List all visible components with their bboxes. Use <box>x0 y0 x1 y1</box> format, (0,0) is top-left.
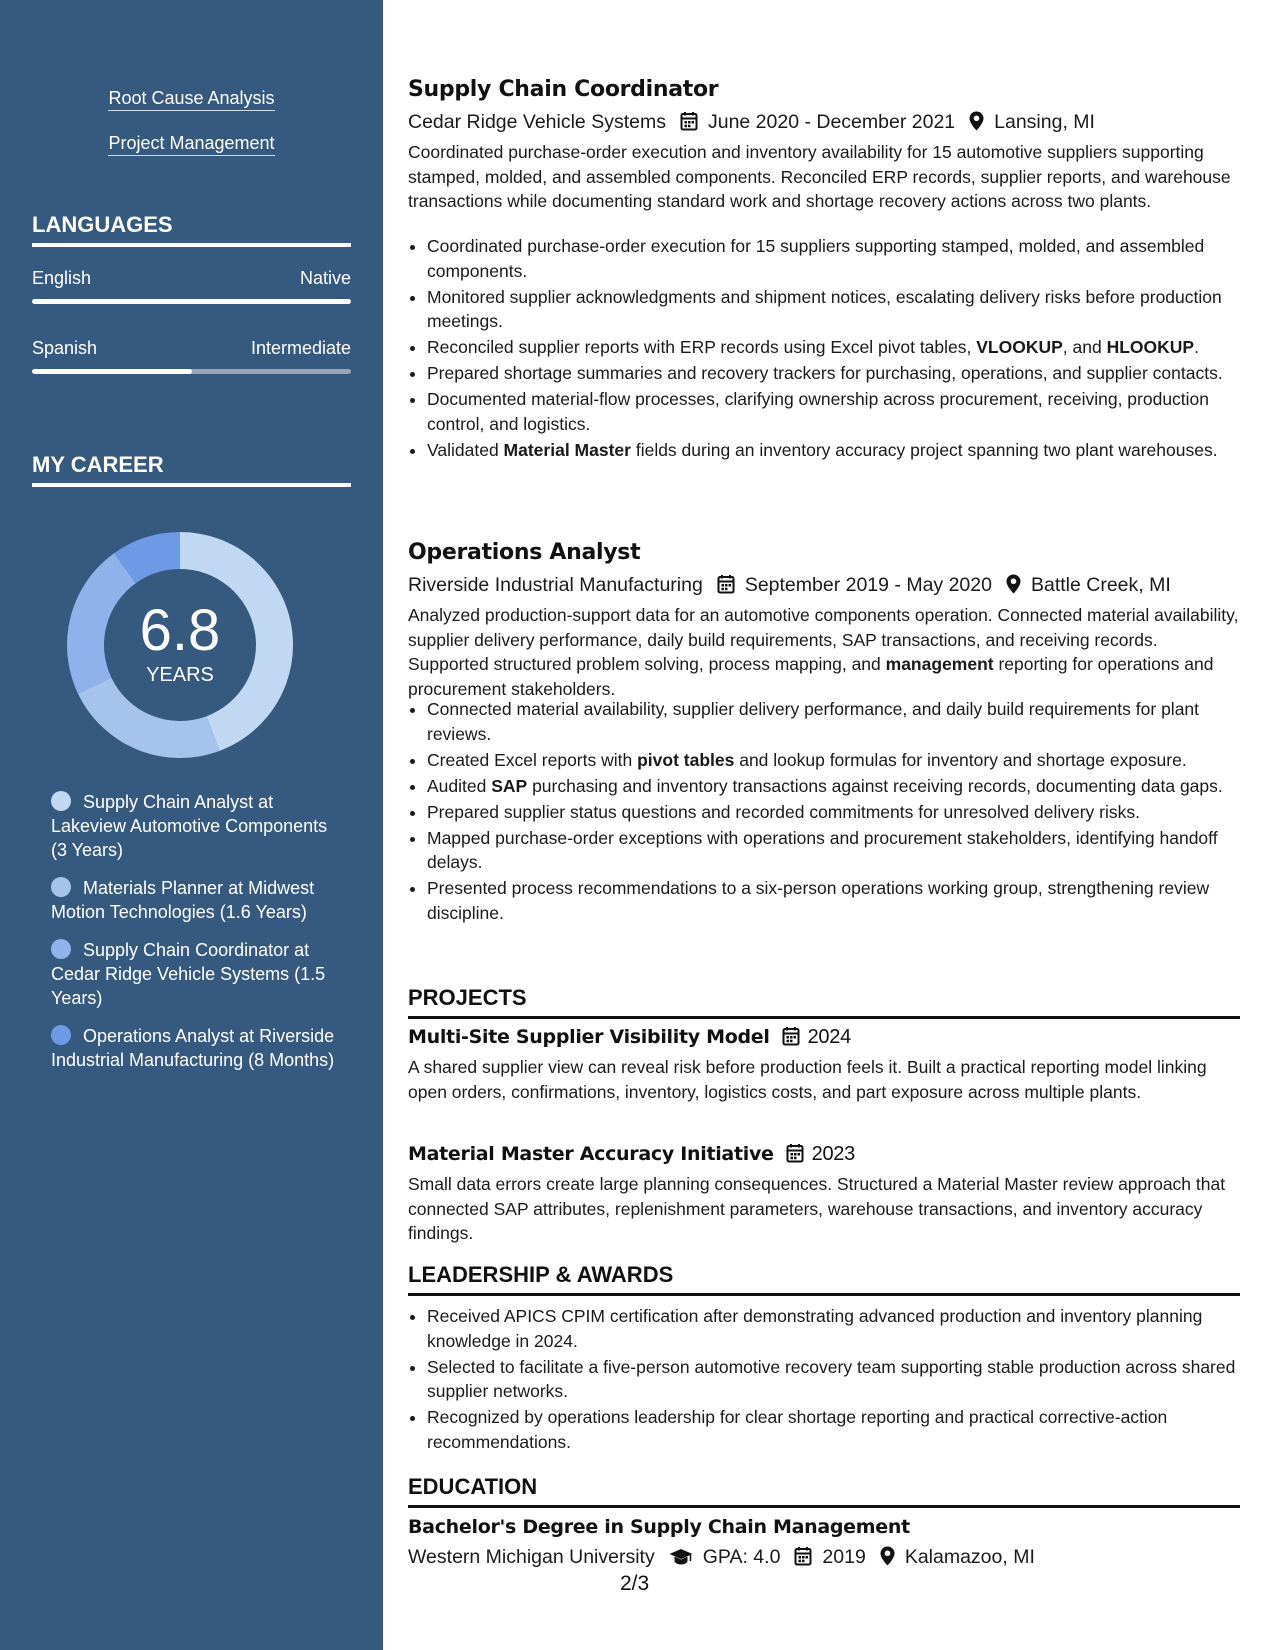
legend-dot-icon <box>51 791 71 811</box>
job-bullets <box>408 234 1259 464</box>
education-year: 2019 <box>822 1546 866 1568</box>
sidebar <box>0 0 383 1650</box>
job-summary: Analyzed production-support data for an automotive components operation. Connected material availability, supplier delivery performance, daily build requirements, SAP transactions, and receiving records. Supported structured problem solving, process mapping, and management reporting for operations and procurement stakeholders. <box>408 605 1239 699</box>
award-item: • Recognized by operations leadership for clear shortage reporting and practical corrective-action recommendations. <box>427 1405 1259 1454</box>
project-title: Material Master Accuracy Initiative <box>408 1143 774 1165</box>
job-bullets <box>408 697 1259 927</box>
map-pin-icon <box>969 111 984 137</box>
job-bullet: • Mapped purchase-order exceptions with operations and procurement stakeholders, identifying handoff delays. <box>427 826 1259 875</box>
job-bullet: • Connected material availability, supplier delivery performance, and daily build requirements for plant reviews. <box>427 697 1259 746</box>
calendar-icon <box>794 1546 812 1572</box>
education-gpa: GPA: 4.0 <box>702 1546 781 1568</box>
language-name: Spanish <box>32 338 98 358</box>
calendar-icon <box>782 1026 800 1051</box>
education-location: Kalamazoo, MI <box>904 1546 1035 1568</box>
job-bullet: • Prepared supplier status questions and recorded commitments for unresolved delivery risks. <box>427 800 1259 825</box>
graduation-cap-icon <box>669 1548 693 1572</box>
career-item-label: Supply Chain Analyst at Lakeview Automotive Components (3 Years) <box>51 792 328 860</box>
map-pin-icon <box>880 1546 895 1572</box>
career-item-label: Materials Planner at Midwest Motion Technologies (1.6 Years) <box>51 878 315 922</box>
job-bullet: • Prepared shortage summaries and recovery trackers for purchasing, operations, and supplier contacts. <box>427 361 1259 386</box>
skill-root-cause-analysis[interactable]: Root Cause Analysis <box>0 88 383 109</box>
project-title-row <box>408 1026 851 1051</box>
awards-list <box>408 1304 1259 1456</box>
project-year: 2023 <box>811 1143 855 1165</box>
job-bullet: • Audited SAP purchasing and inventory transactions against receiving records, documenting data gaps. <box>427 774 1259 799</box>
job-title: Operations Analyst <box>408 540 641 565</box>
career-item <box>51 938 341 1010</box>
language-bar-fill <box>32 369 192 374</box>
project-year: 2024 <box>807 1026 851 1048</box>
career-item <box>51 790 341 862</box>
project-description: Small data errors create large planning consequences. Structured a Material Master review approach that connected SAP attributes, replenishment parameters, warehouse transactions, and inventory accuracy findings. <box>408 1174 1226 1243</box>
project-title: Multi-Site Supplier Visibility Model <box>408 1026 770 1048</box>
language-level: Native <box>299 268 351 288</box>
job-meta <box>408 111 1095 137</box>
award-item: • Received APICS CPIM certification after demonstrating advanced production and inventory planning knowledge in 2024. <box>427 1304 1259 1353</box>
career-total-years: 6.8 <box>139 598 221 663</box>
job-company: Cedar Ridge Vehicle Systems <box>408 111 666 133</box>
legend-dot-icon <box>51 939 71 959</box>
career-item-label: Operations Analyst at Riverside Industrial Manufacturing (8 Months) <box>51 1026 335 1070</box>
calendar-icon <box>680 111 698 137</box>
job-bullet: • Validated Material Master fields during an inventory accuracy project spanning two plant warehouses. <box>427 438 1259 463</box>
job-dates: September 2019 - May 2020 <box>744 574 992 596</box>
career-item <box>51 876 341 924</box>
language-bar-english <box>32 299 351 304</box>
job-meta <box>408 574 1171 600</box>
job-company: Riverside Industrial Manufacturing <box>408 574 703 596</box>
calendar-icon <box>717 574 735 600</box>
career-legend <box>51 790 341 1086</box>
school-name: Western Michigan University <box>408 1546 655 1568</box>
job-title: Supply Chain Coordinator <box>408 77 719 102</box>
legend-dot-icon <box>51 1025 71 1045</box>
career-item <box>51 1024 341 1072</box>
education-meta <box>408 1546 1035 1572</box>
job-bullet: • Coordinated purchase-order execution for 15 suppliers supporting stamped, molded, and assembled components. <box>427 234 1259 283</box>
skill-project-management[interactable]: Project Management <box>0 133 383 154</box>
awards-heading: LEADERSHIP & AWARDS <box>408 1262 1240 1296</box>
projects-heading: PROJECTS <box>408 985 1240 1019</box>
career-years-label: YEARS <box>146 664 214 686</box>
map-pin-icon <box>1006 574 1021 600</box>
job-bullet: • Presented process recommendations to a six-person operations working group, strengthening review discipline. <box>427 876 1259 925</box>
job-location: Battle Creek, MI <box>1030 574 1171 596</box>
language-bar-spanish <box>32 369 351 374</box>
page-number: 2/3 <box>620 1572 650 1595</box>
job-bullet: • Documented material-flow processes, clarifying ownership across procurement, receiving, production control, and logistics. <box>427 387 1259 436</box>
job-dates: June 2020 - December 2021 <box>707 111 956 133</box>
job-location: Lansing, MI <box>994 111 1095 133</box>
language-name: English <box>32 268 92 288</box>
languages-heading: LANGUAGES <box>32 212 351 247</box>
award-item: • Selected to facilitate a five-person automotive recovery team supporting stable production across shared supplier networks. <box>427 1355 1259 1404</box>
job-bullet: • Created Excel reports with pivot tables and lookup formulas for inventory and shortage exposure. <box>427 748 1259 773</box>
job-summary: Coordinated purchase-order execution and inventory availability for 15 automotive suppliers supporting stamped, molded, and assembled components. Reconciled ERP records, supplier reports, and warehouse transactions while documenting standard work and shortage recovery actions across two plants. <box>408 142 1231 211</box>
education-heading: EDUCATION <box>408 1474 1240 1508</box>
job-bullet: • Reconciled supplier reports with ERP records using Excel pivot tables, VLOOKUP, and HLOOKUP. <box>427 335 1259 360</box>
degree-title: Bachelor's Degree in Supply Chain Management <box>408 1516 910 1538</box>
project-title-row <box>408 1143 855 1168</box>
career-item-label: Supply Chain Coordinator at Cedar Ridge Vehicle Systems (1.5 Years) <box>51 940 326 1008</box>
donut-slice-1 <box>78 678 220 758</box>
career-heading: MY CAREER <box>32 452 351 487</box>
job-bullet: • Monitored supplier acknowledgments and shipment notices, escalating delivery risks before production meetings. <box>427 285 1259 334</box>
language-bar-fill <box>32 299 351 304</box>
calendar-icon <box>786 1143 804 1168</box>
project-description: A shared supplier view can reveal risk before production feels it. Built a practical reporting model linking open orders, confirmations, inventory, logistics costs, and part exposure across multiple plants. <box>408 1057 1207 1102</box>
language-level: Intermediate <box>250 338 351 358</box>
legend-dot-icon <box>51 877 71 897</box>
